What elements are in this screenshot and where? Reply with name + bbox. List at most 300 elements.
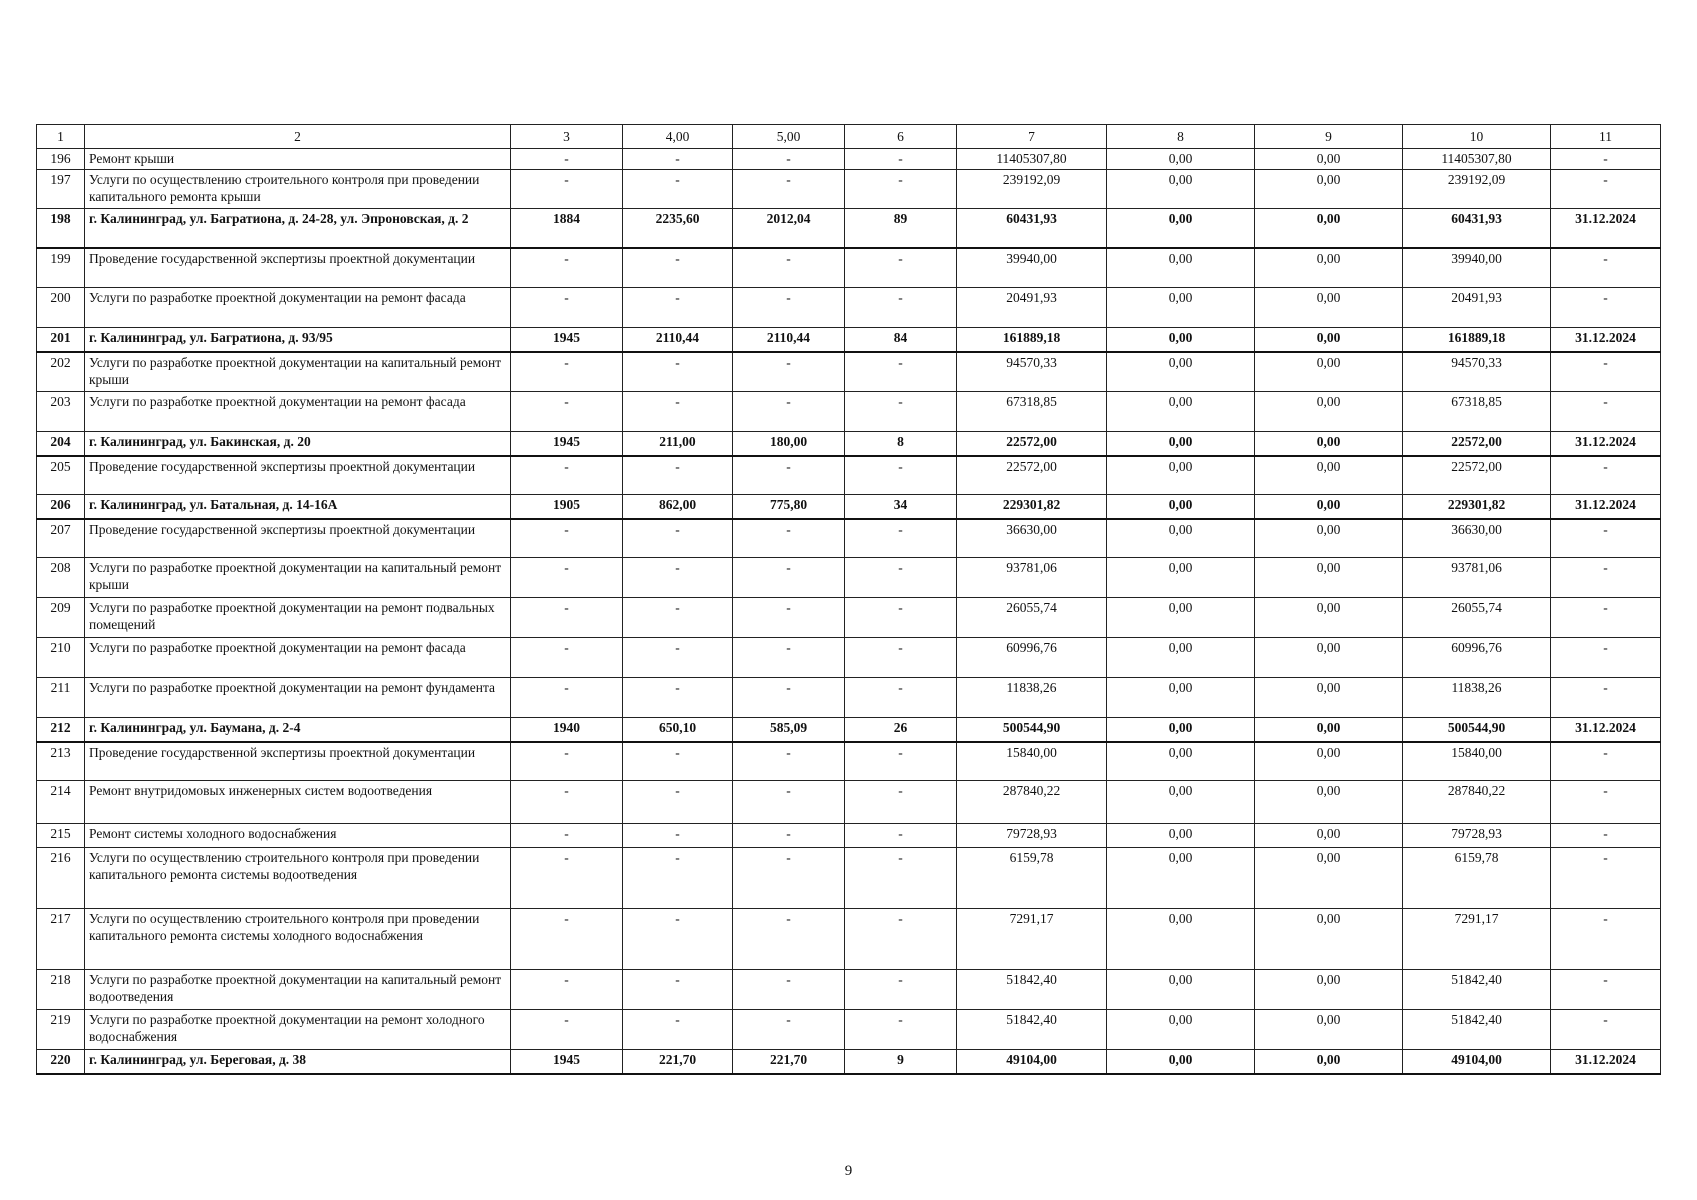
regional-funds-cell: 0,00 xyxy=(1255,328,1403,352)
year-built-cell: - xyxy=(511,678,623,718)
federal-funds-cell: 0,00 xyxy=(1107,248,1255,288)
table-row xyxy=(37,170,1661,209)
owner-funds-cell: 36630,00 xyxy=(1403,519,1551,558)
residents-count-cell: - xyxy=(845,781,957,824)
owner-funds-cell: 94570,33 xyxy=(1403,352,1551,392)
row-number-cell: 199 xyxy=(37,248,85,288)
row-number-cell: 209 xyxy=(37,598,85,638)
owner-funds-cell: 22572,00 xyxy=(1403,432,1551,456)
owner-funds-cell: 49104,00 xyxy=(1403,1050,1551,1074)
regional-funds-cell: 0,00 xyxy=(1255,909,1403,970)
header-cell-9: 9 xyxy=(1255,125,1403,149)
federal-funds-cell: 0,00 xyxy=(1107,678,1255,718)
total-area-cell: - xyxy=(623,909,733,970)
row-number-cell: 201 xyxy=(37,328,85,352)
total-area-cell: 211,00 xyxy=(623,432,733,456)
work-description-cell: Услуги по осуществлению строительного контроля при проведении капитального ремонта системы водоотведения xyxy=(85,848,511,909)
table-row xyxy=(37,742,1661,781)
total-cost-cell: 51842,40 xyxy=(957,1010,1107,1050)
table-row xyxy=(37,598,1661,638)
federal-funds-cell: 0,00 xyxy=(1107,558,1255,598)
completion-date-cell: 31.12.2024 xyxy=(1551,209,1661,248)
federal-funds-cell: 0,00 xyxy=(1107,149,1255,170)
work-description-cell: Услуги по разработке проектной документации на ремонт фасада xyxy=(85,638,511,678)
row-number-cell: 213 xyxy=(37,742,85,781)
year-built-cell: 1945 xyxy=(511,432,623,456)
table-row xyxy=(37,149,1661,170)
total-area-cell: - xyxy=(623,149,733,170)
residential-area-cell: - xyxy=(733,392,845,432)
federal-funds-cell: 0,00 xyxy=(1107,848,1255,909)
total-area-cell: - xyxy=(623,824,733,848)
total-area-cell: 862,00 xyxy=(623,495,733,519)
residential-area-cell: - xyxy=(733,519,845,558)
regional-funds-cell: 0,00 xyxy=(1255,170,1403,209)
owner-funds-cell: 51842,40 xyxy=(1403,970,1551,1010)
year-built-cell: - xyxy=(511,558,623,598)
table-row xyxy=(37,781,1661,824)
owner-funds-cell: 60996,76 xyxy=(1403,638,1551,678)
completion-date-cell: - xyxy=(1551,678,1661,718)
completion-date-cell: - xyxy=(1551,149,1661,170)
header-cell-7: 7 xyxy=(957,125,1107,149)
residential-area-cell: - xyxy=(733,970,845,1010)
residents-count-cell: - xyxy=(845,1010,957,1050)
residents-count-cell: - xyxy=(845,288,957,328)
residents-count-cell: - xyxy=(845,248,957,288)
federal-funds-cell: 0,00 xyxy=(1107,598,1255,638)
owner-funds-cell: 7291,17 xyxy=(1403,909,1551,970)
work-description-cell: г. Калининград, ул. Береговая, д. 38 xyxy=(85,1050,511,1074)
work-description-cell: Услуги по разработке проектной документации на ремонт подвальных помещений xyxy=(85,598,511,638)
completion-date-cell: - xyxy=(1551,392,1661,432)
residents-count-cell: - xyxy=(845,149,957,170)
regional-funds-cell: 0,00 xyxy=(1255,495,1403,519)
residents-count-cell: - xyxy=(845,678,957,718)
row-number-cell: 216 xyxy=(37,848,85,909)
residential-area-cell: - xyxy=(733,742,845,781)
owner-funds-cell: 93781,06 xyxy=(1403,558,1551,598)
regional-funds-cell: 0,00 xyxy=(1255,352,1403,392)
regional-funds-cell: 0,00 xyxy=(1255,678,1403,718)
total-cost-cell: 229301,82 xyxy=(957,495,1107,519)
completion-date-cell: 31.12.2024 xyxy=(1551,1050,1661,1074)
completion-date-cell: - xyxy=(1551,558,1661,598)
year-built-cell: - xyxy=(511,288,623,328)
work-description-cell: Услуги по разработке проектной документации на ремонт фасада xyxy=(85,288,511,328)
year-built-cell: - xyxy=(511,970,623,1010)
address-row xyxy=(37,209,1661,248)
total-cost-cell: 49104,00 xyxy=(957,1050,1107,1074)
residents-count-cell: 89 xyxy=(845,209,957,248)
residential-area-cell: 180,00 xyxy=(733,432,845,456)
row-number-cell: 211 xyxy=(37,678,85,718)
total-cost-cell: 39940,00 xyxy=(957,248,1107,288)
federal-funds-cell: 0,00 xyxy=(1107,352,1255,392)
total-cost-cell: 51842,40 xyxy=(957,970,1107,1010)
completion-date-cell: - xyxy=(1551,638,1661,678)
table-row xyxy=(37,352,1661,392)
residential-area-cell: - xyxy=(733,909,845,970)
completion-date-cell: - xyxy=(1551,170,1661,209)
total-cost-cell: 239192,09 xyxy=(957,170,1107,209)
row-number-cell: 200 xyxy=(37,288,85,328)
regional-funds-cell: 0,00 xyxy=(1255,519,1403,558)
regional-funds-cell: 0,00 xyxy=(1255,781,1403,824)
completion-date-cell: - xyxy=(1551,909,1661,970)
work-description-cell: Проведение государственной экспертизы проектной документации xyxy=(85,248,511,288)
residents-count-cell: - xyxy=(845,170,957,209)
year-built-cell: - xyxy=(511,170,623,209)
residential-area-cell: - xyxy=(733,149,845,170)
total-area-cell: 2110,44 xyxy=(623,328,733,352)
total-cost-cell: 20491,93 xyxy=(957,288,1107,328)
residential-area-cell: - xyxy=(733,288,845,328)
owner-funds-cell: 26055,74 xyxy=(1403,598,1551,638)
owner-funds-cell: 500544,90 xyxy=(1403,718,1551,742)
federal-funds-cell: 0,00 xyxy=(1107,328,1255,352)
header-cell-6: 6 xyxy=(845,125,957,149)
completion-date-cell: 31.12.2024 xyxy=(1551,328,1661,352)
work-description-cell: Услуги по разработке проектной документации на капитальный ремонт крыши xyxy=(85,558,511,598)
federal-funds-cell: 0,00 xyxy=(1107,519,1255,558)
total-cost-cell: 11405307,80 xyxy=(957,149,1107,170)
residential-area-cell: - xyxy=(733,248,845,288)
table-row xyxy=(37,456,1661,495)
row-number-cell: 198 xyxy=(37,209,85,248)
row-number-cell: 219 xyxy=(37,1010,85,1050)
total-cost-cell: 287840,22 xyxy=(957,781,1107,824)
federal-funds-cell: 0,00 xyxy=(1107,781,1255,824)
register-table xyxy=(36,124,1661,1075)
residents-count-cell: - xyxy=(845,742,957,781)
total-cost-cell: 500544,90 xyxy=(957,718,1107,742)
header-row xyxy=(37,125,1661,149)
residential-area-cell: 775,80 xyxy=(733,495,845,519)
work-description-cell: г. Калининград, ул. Бакинская, д. 20 xyxy=(85,432,511,456)
total-area-cell: - xyxy=(623,392,733,432)
residents-count-cell: 26 xyxy=(845,718,957,742)
residential-area-cell: - xyxy=(733,598,845,638)
year-built-cell: 1945 xyxy=(511,1050,623,1074)
header-cell-3: 3 xyxy=(511,125,623,149)
residential-area-cell: - xyxy=(733,638,845,678)
address-row xyxy=(37,1050,1661,1074)
total-cost-cell: 26055,74 xyxy=(957,598,1107,638)
address-row xyxy=(37,718,1661,742)
year-built-cell: - xyxy=(511,742,623,781)
year-built-cell: 1940 xyxy=(511,718,623,742)
work-description-cell: Услуги по осуществлению строительного контроля при проведении капитального ремонта крыши xyxy=(85,170,511,209)
header-cell-10: 10 xyxy=(1403,125,1551,149)
total-cost-cell: 60431,93 xyxy=(957,209,1107,248)
federal-funds-cell: 0,00 xyxy=(1107,638,1255,678)
federal-funds-cell: 0,00 xyxy=(1107,824,1255,848)
regional-funds-cell: 0,00 xyxy=(1255,558,1403,598)
residents-count-cell: - xyxy=(845,909,957,970)
work-description-cell: г. Калининград, ул. Баумана, д. 2-4 xyxy=(85,718,511,742)
federal-funds-cell: 0,00 xyxy=(1107,1010,1255,1050)
total-area-cell: - xyxy=(623,558,733,598)
table-row xyxy=(37,848,1661,909)
completion-date-cell: - xyxy=(1551,519,1661,558)
total-cost-cell: 67318,85 xyxy=(957,392,1107,432)
total-cost-cell: 79728,93 xyxy=(957,824,1107,848)
completion-date-cell: - xyxy=(1551,456,1661,495)
owner-funds-cell: 287840,22 xyxy=(1403,781,1551,824)
total-area-cell: 221,70 xyxy=(623,1050,733,1074)
total-area-cell: - xyxy=(623,248,733,288)
work-description-cell: Ремонт системы холодного водоснабжения xyxy=(85,824,511,848)
table-row xyxy=(37,970,1661,1010)
row-number-cell: 217 xyxy=(37,909,85,970)
total-area-cell: - xyxy=(623,352,733,392)
federal-funds-cell: 0,00 xyxy=(1107,495,1255,519)
year-built-cell: 1945 xyxy=(511,328,623,352)
total-cost-cell: 15840,00 xyxy=(957,742,1107,781)
residential-area-cell: - xyxy=(733,824,845,848)
row-number-cell: 202 xyxy=(37,352,85,392)
work-description-cell: Ремонт крыши xyxy=(85,149,511,170)
residential-area-cell: - xyxy=(733,781,845,824)
year-built-cell: - xyxy=(511,149,623,170)
completion-date-cell: 31.12.2024 xyxy=(1551,432,1661,456)
work-description-cell: Услуги по разработке проектной документации на ремонт холодного водоснабжения xyxy=(85,1010,511,1050)
year-built-cell: - xyxy=(511,1010,623,1050)
row-number-cell: 205 xyxy=(37,456,85,495)
regional-funds-cell: 0,00 xyxy=(1255,209,1403,248)
residential-area-cell: - xyxy=(733,352,845,392)
table-row xyxy=(37,824,1661,848)
federal-funds-cell: 0,00 xyxy=(1107,209,1255,248)
residents-count-cell: - xyxy=(845,970,957,1010)
row-number-cell: 203 xyxy=(37,392,85,432)
work-description-cell: Ремонт внутридомовых инженерных систем водоотведения xyxy=(85,781,511,824)
address-row xyxy=(37,495,1661,519)
year-built-cell: - xyxy=(511,909,623,970)
regional-funds-cell: 0,00 xyxy=(1255,392,1403,432)
work-description-cell: Услуги по осуществлению строительного контроля при проведении капитального ремонта системы холодного водоснабжения xyxy=(85,909,511,970)
residential-area-cell: - xyxy=(733,456,845,495)
residential-area-cell: - xyxy=(733,1010,845,1050)
row-number-cell: 215 xyxy=(37,824,85,848)
owner-funds-cell: 51842,40 xyxy=(1403,1010,1551,1050)
completion-date-cell: - xyxy=(1551,248,1661,288)
regional-funds-cell: 0,00 xyxy=(1255,742,1403,781)
year-built-cell: 1884 xyxy=(511,209,623,248)
owner-funds-cell: 239192,09 xyxy=(1403,170,1551,209)
owner-funds-cell: 67318,85 xyxy=(1403,392,1551,432)
row-number-cell: 196 xyxy=(37,149,85,170)
work-description-cell: Услуги по разработке проектной документации на ремонт фасада xyxy=(85,392,511,432)
table-header xyxy=(37,125,1661,149)
total-cost-cell: 60996,76 xyxy=(957,638,1107,678)
owner-funds-cell: 161889,18 xyxy=(1403,328,1551,352)
completion-date-cell: 31.12.2024 xyxy=(1551,718,1661,742)
table-row xyxy=(37,288,1661,328)
residents-count-cell: - xyxy=(845,824,957,848)
year-built-cell: - xyxy=(511,848,623,909)
owner-funds-cell: 39940,00 xyxy=(1403,248,1551,288)
table-row xyxy=(37,678,1661,718)
residents-count-cell: - xyxy=(845,848,957,909)
completion-date-cell: 31.12.2024 xyxy=(1551,495,1661,519)
completion-date-cell: - xyxy=(1551,848,1661,909)
row-number-cell: 206 xyxy=(37,495,85,519)
total-area-cell: 650,10 xyxy=(623,718,733,742)
owner-funds-cell: 6159,78 xyxy=(1403,848,1551,909)
regional-funds-cell: 0,00 xyxy=(1255,638,1403,678)
residents-count-cell: - xyxy=(845,519,957,558)
owner-funds-cell: 20491,93 xyxy=(1403,288,1551,328)
owner-funds-cell: 22572,00 xyxy=(1403,456,1551,495)
federal-funds-cell: 0,00 xyxy=(1107,288,1255,328)
row-number-cell: 214 xyxy=(37,781,85,824)
total-area-cell: - xyxy=(623,519,733,558)
total-area-cell: 2235,60 xyxy=(623,209,733,248)
work-description-cell: Услуги по разработке проектной документации на ремонт фундамента xyxy=(85,678,511,718)
table-row xyxy=(37,392,1661,432)
year-built-cell: - xyxy=(511,598,623,638)
regional-funds-cell: 0,00 xyxy=(1255,288,1403,328)
row-number-cell: 210 xyxy=(37,638,85,678)
year-built-cell: - xyxy=(511,392,623,432)
total-area-cell: - xyxy=(623,781,733,824)
total-area-cell: - xyxy=(623,638,733,678)
residents-count-cell: 34 xyxy=(845,495,957,519)
total-area-cell: - xyxy=(623,456,733,495)
total-area-cell: - xyxy=(623,742,733,781)
table-row xyxy=(37,519,1661,558)
register-table-container xyxy=(36,124,1660,1075)
total-area-cell: - xyxy=(623,598,733,638)
owner-funds-cell: 60431,93 xyxy=(1403,209,1551,248)
residential-area-cell: 2110,44 xyxy=(733,328,845,352)
residents-count-cell: - xyxy=(845,638,957,678)
residents-count-cell: - xyxy=(845,456,957,495)
federal-funds-cell: 0,00 xyxy=(1107,742,1255,781)
page-number: 9 xyxy=(844,1163,853,1179)
completion-date-cell: - xyxy=(1551,742,1661,781)
total-area-cell: - xyxy=(623,848,733,909)
table-row xyxy=(37,909,1661,970)
total-area-cell: - xyxy=(623,1010,733,1050)
regional-funds-cell: 0,00 xyxy=(1255,970,1403,1010)
work-description-cell: г. Калининград, ул. Багратиона, д. 24-28, ул. Эпроновская, д. 2 xyxy=(85,209,511,248)
total-cost-cell: 11838,26 xyxy=(957,678,1107,718)
total-area-cell: - xyxy=(623,678,733,718)
regional-funds-cell: 0,00 xyxy=(1255,456,1403,495)
residential-area-cell: - xyxy=(733,558,845,598)
completion-date-cell: - xyxy=(1551,824,1661,848)
row-number-cell: 207 xyxy=(37,519,85,558)
total-cost-cell: 6159,78 xyxy=(957,848,1107,909)
year-built-cell: - xyxy=(511,638,623,678)
total-cost-cell: 94570,33 xyxy=(957,352,1107,392)
residential-area-cell: 585,09 xyxy=(733,718,845,742)
total-cost-cell: 22572,00 xyxy=(957,456,1107,495)
federal-funds-cell: 0,00 xyxy=(1107,970,1255,1010)
work-description-cell: г. Калининград, ул. Багратиона, д. 93/95 xyxy=(85,328,511,352)
completion-date-cell: - xyxy=(1551,598,1661,638)
table-row xyxy=(37,558,1661,598)
federal-funds-cell: 0,00 xyxy=(1107,170,1255,209)
address-row xyxy=(37,432,1661,456)
residential-area-cell: - xyxy=(733,848,845,909)
federal-funds-cell: 0,00 xyxy=(1107,909,1255,970)
year-built-cell: - xyxy=(511,352,623,392)
total-area-cell: - xyxy=(623,170,733,209)
federal-funds-cell: 0,00 xyxy=(1107,456,1255,495)
residential-area-cell: - xyxy=(733,678,845,718)
header-cell-1: 1 xyxy=(37,125,85,149)
table-row xyxy=(37,1010,1661,1050)
address-row xyxy=(37,328,1661,352)
year-built-cell: - xyxy=(511,781,623,824)
federal-funds-cell: 0,00 xyxy=(1107,1050,1255,1074)
row-number-cell: 220 xyxy=(37,1050,85,1074)
year-built-cell: - xyxy=(511,456,623,495)
row-number-cell: 208 xyxy=(37,558,85,598)
year-built-cell: - xyxy=(511,824,623,848)
row-number-cell: 204 xyxy=(37,432,85,456)
owner-funds-cell: 11405307,80 xyxy=(1403,149,1551,170)
table-row xyxy=(37,638,1661,678)
owner-funds-cell: 229301,82 xyxy=(1403,495,1551,519)
header-cell-5: 5,00 xyxy=(733,125,845,149)
table-body xyxy=(37,149,1661,1074)
regional-funds-cell: 0,00 xyxy=(1255,1010,1403,1050)
regional-funds-cell: 0,00 xyxy=(1255,718,1403,742)
header-cell-2: 2 xyxy=(85,125,511,149)
regional-funds-cell: 0,00 xyxy=(1255,149,1403,170)
total-area-cell: - xyxy=(623,288,733,328)
work-description-cell: Проведение государственной экспертизы проектной документации xyxy=(85,456,511,495)
completion-date-cell: - xyxy=(1551,970,1661,1010)
completion-date-cell: - xyxy=(1551,352,1661,392)
residents-count-cell: - xyxy=(845,598,957,638)
residents-count-cell: - xyxy=(845,558,957,598)
row-number-cell: 218 xyxy=(37,970,85,1010)
completion-date-cell: - xyxy=(1551,781,1661,824)
work-description-cell: Проведение государственной экспертизы проектной документации xyxy=(85,742,511,781)
header-cell-4: 4,00 xyxy=(623,125,733,149)
regional-funds-cell: 0,00 xyxy=(1255,248,1403,288)
year-built-cell: 1905 xyxy=(511,495,623,519)
row-number-cell: 197 xyxy=(37,170,85,209)
residential-area-cell: - xyxy=(733,170,845,209)
total-cost-cell: 93781,06 xyxy=(957,558,1107,598)
regional-funds-cell: 0,00 xyxy=(1255,824,1403,848)
federal-funds-cell: 0,00 xyxy=(1107,432,1255,456)
year-built-cell: - xyxy=(511,248,623,288)
owner-funds-cell: 79728,93 xyxy=(1403,824,1551,848)
completion-date-cell: - xyxy=(1551,288,1661,328)
work-description-cell: Проведение государственной экспертизы проектной документации xyxy=(85,519,511,558)
residents-count-cell: - xyxy=(845,392,957,432)
header-cell-11: 11 xyxy=(1551,125,1661,149)
work-description-cell: Услуги по разработке проектной документации на капитальный ремонт крыши xyxy=(85,352,511,392)
regional-funds-cell: 0,00 xyxy=(1255,432,1403,456)
residential-area-cell: 2012,04 xyxy=(733,209,845,248)
completion-date-cell: - xyxy=(1551,1010,1661,1050)
residential-area-cell: 221,70 xyxy=(733,1050,845,1074)
row-number-cell: 212 xyxy=(37,718,85,742)
federal-funds-cell: 0,00 xyxy=(1107,718,1255,742)
work-description-cell: г. Калининград, ул. Батальная, д. 14-16А xyxy=(85,495,511,519)
regional-funds-cell: 0,00 xyxy=(1255,598,1403,638)
residents-count-cell: 9 xyxy=(845,1050,957,1074)
